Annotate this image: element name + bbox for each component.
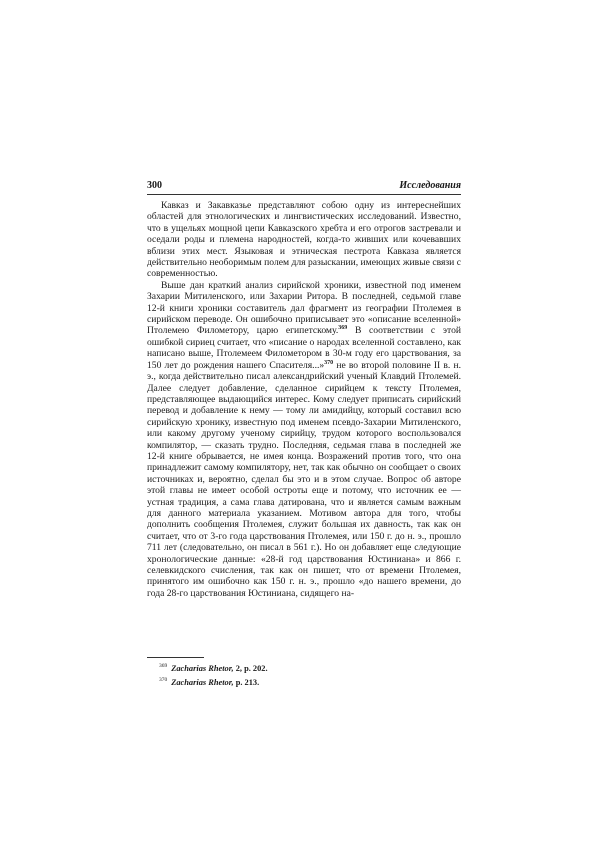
footnote-369 [159, 661, 459, 675]
footnote-author: Zacharias Rhetor, [171, 677, 234, 687]
footnote-ref-370[interactable]: 370 [324, 359, 334, 366]
paragraph-1: Кавказ и Закавказье представляют собою одну из интереснейших областей для этнологических и лингвистических исследований. Известно, что в ущельях мощной цепи Кавказского хребта и его отрогов застревали и оседали роды и племена народностей, когда-то живших или кочевавших вблизи этих мест. Языковая и этническая пестрота Кавказа является действительно необоримым полем для разыскании, имеющих живые связи с современностью. [147, 200, 461, 280]
running-header [147, 180, 461, 191]
footnote-citation: 2, p. 202. [233, 663, 268, 673]
paragraph-2-part-2: В соответствии с этой ошибкой сириец считает, что «писание о народах вселенной составлено, как написано выше, Птолемеем Филометором в 30-м году его царствования, за 150 лет до рождения нашего Спасителя...» [147, 325, 462, 371]
footnote-ref-369[interactable]: 369 [338, 325, 348, 332]
body-text [147, 200, 461, 599]
footnote-citation: p. 213. [233, 677, 260, 687]
section-title: Исследования [399, 180, 461, 191]
paragraph-2-part-1: Выше дан краткий анализ сирийской хроники, известной под именем Захарии Митиленского, или Захарии Ритора. В последней, седьмой главе 12-й книги хроники составитель дал фрагмент из географии Птолемея в сирийском переводе. Он ошибочно приписывает это «описание вселенной» Птолемею Филометору, царю египетскому. [147, 279, 461, 337]
footnote-rule [147, 657, 204, 658]
paragraph-2-part-3: не во второй половине II в. н. э., когда действительно писал александрийский ученый Клавдий Птолемей. Далее следует добавление, сделанное сирийцем к тексту Птолемея, представляющее выдающийся интерес. Кому следует приписать сирийский перевод и добавление к нему — тому ли амидийцу, который составил всю сирийскую хронику, известную под именем псевдо-Захарии Митиленского, или какому другому ученому сирийцу, трудом которого воспользовался компилятор, — сказать трудно. Последняя, седьмая глава в последней же 12-й книге обрывается, не имея конца. Возражений против того, что она принадлежит самому компилятору, нет, так как обычно он сообщает о своих источниках и, вероятно, сделал бы это и в этом случае. Вопрос об авторе этой главы не имеет особой остроты еще и потому, что источник ее — устная традиция, а сама глава датирована, что и является самым важным для данного материала указанием. Мотивом автора для того, чтобы дополнить сообщения Птолемея, служит большая их давность, так как он считает, что от 3-го года царствования Птолемея, или 150 г. до н. э., прошло 711 лет (следовательно, он писал в 561 г.). Но он добавляет еще следующие хронологические данные: «28-й год царствования Юстиниана» и 866 г. селевкидского счисления, так как он пишет, что от времени Птолемея, принятого им ошибочно как 150 г. н. э., прошло «до нашего времени, до года 28-го царствования Юстиниана, сидящего на- [147, 359, 461, 599]
page-number: 300 [147, 180, 162, 191]
footnotes [159, 661, 459, 688]
footnote-number: 370 [159, 676, 168, 683]
header-rule [147, 194, 461, 195]
paragraph-2 [147, 280, 461, 599]
footnote-author: Zacharias Rhetor, [171, 663, 234, 673]
footnote-number: 369 [159, 663, 168, 669]
footnote-370 [159, 675, 459, 689]
